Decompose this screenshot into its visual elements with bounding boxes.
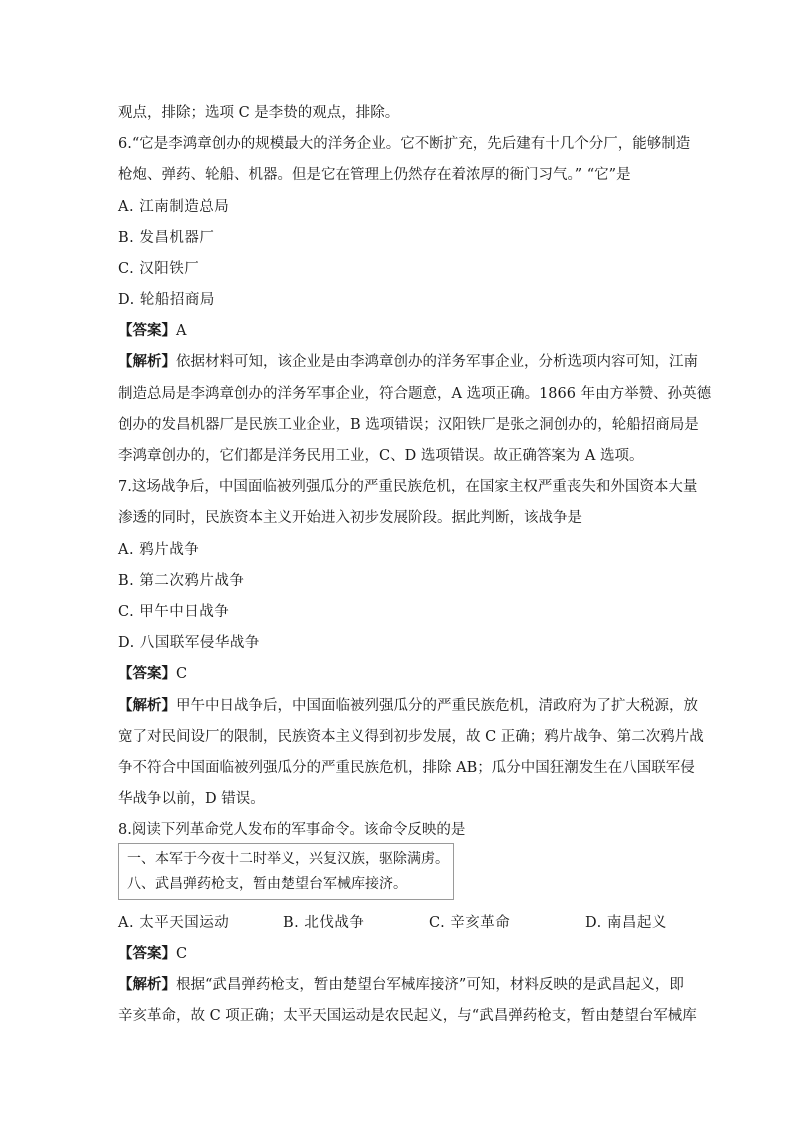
q8-stem-line-1: 8.阅读下列革命党人发布的军事命令。该命令反映的是 xyxy=(118,822,466,838)
q8-material-box xyxy=(118,843,454,900)
q8-analysis-line-2: 辛亥革命，故 C 项正确；太平天国运动是农民起义，与“武昌弹药枪支，暂由楚望台军械库 xyxy=(118,1008,697,1024)
q7-analysis-line-3: 争不符合中国面临被列强瓜分的严重民族危机，排除 AB；瓜分中国狂潮发生在八国联军侵 xyxy=(118,760,695,776)
q7-option-a: A. 鸦片战争 xyxy=(118,542,200,558)
q8-material-line-1: 一、本军于今夜十二时举义，兴复汉族，驱除满虏。 xyxy=(127,851,449,867)
q6-option-c: C. 汉阳铁厂 xyxy=(118,261,200,277)
q7-stem-line-1: 7.这场战争后，中国面临被列强瓜分的严重民族危机，在国家主权严重丧失和外国资本大量 xyxy=(118,479,698,495)
q6-option-d: D. 轮船招商局 xyxy=(118,292,215,308)
q7-analysis-line-4: 华战争以前，D 错误。 xyxy=(118,791,265,807)
q8-option-c: C. 辛亥革命 xyxy=(429,915,511,931)
q7-analysis-text-1: 甲午中日战争后，中国面临被列强瓜分的严重民族危机，清政府为了扩大税源，放 xyxy=(176,698,698,714)
q8-answer xyxy=(118,944,187,964)
q7-answer-tag: 【答案】 xyxy=(118,665,176,682)
q6-stem-line-1: 6.“它是李鸿章创办的规模最大的洋务企业。它不断扩充，先后建有十几个分厂，能够制造 xyxy=(118,136,691,152)
q6-stem-line-2: 枪炮、弹药、轮船、机器。但是它在管理上仍然存在着浓厚的衙门习气。” “它”是 xyxy=(118,167,631,183)
q6-answer xyxy=(118,321,186,341)
previous-analysis-tail: 观点，排除；选项 C 是李贽的观点，排除。 xyxy=(118,105,400,121)
q7-analysis-tag: 【解析】 xyxy=(118,697,176,714)
q8-material-line-2: 八、武昌弹药枪支，暂由楚望台军械库接济。 xyxy=(127,876,407,892)
q6-analysis-line-4: 李鸿章创办的，它们都是洋务民用工业，C、D 选项错误。故正确答案为 A 选项。 xyxy=(118,448,644,464)
q7-stem-line-2: 渗透的同时，民族资本主义开始进入初步发展阶段。据此判断，该战争是 xyxy=(118,510,582,526)
q6-analysis-text-1: 依据材料可知，该企业是由李鸿章创办的洋务军事企业，分析选项内容可知，江南 xyxy=(176,354,698,370)
q6-analysis-line-2: 制造总局是李鸿章创办的洋务军事企业，符合题意，A 选项正确。1866 年由方举赞、孙英德 xyxy=(118,386,712,402)
q7-option-b: B. 第二次鸦片战争 xyxy=(118,573,245,589)
q8-answer-value: C xyxy=(176,946,188,962)
q8-option-d: D. 南昌起义 xyxy=(585,915,667,931)
q6-analysis-line-1 xyxy=(118,352,698,372)
q8-analysis-line-1 xyxy=(118,975,684,995)
q7-option-c: C. 甲午中日战争 xyxy=(118,604,230,620)
q6-option-b: B. 发昌机器厂 xyxy=(118,230,215,246)
q7-answer-value: C xyxy=(176,666,188,682)
q6-option-a: A. 江南制造总局 xyxy=(118,199,230,215)
q8-option-a: A. 太平天国运动 xyxy=(118,915,230,931)
q7-answer xyxy=(118,664,187,684)
q7-analysis-line-2: 宽了对民间设厂的限制，民族资本主义得到初步发展，故 C 正确；鸦片战争、第二次鸦片战 xyxy=(118,729,704,745)
q8-answer-tag: 【答案】 xyxy=(118,945,176,962)
q6-answer-value: A xyxy=(176,323,187,339)
q6-analysis-tag: 【解析】 xyxy=(118,353,176,370)
q8-analysis-tag: 【解析】 xyxy=(118,976,176,993)
q7-analysis-line-1 xyxy=(118,696,698,716)
q7-option-d: D. 八国联军侵华战争 xyxy=(118,635,260,651)
q6-analysis-line-3: 创办的发昌机器厂是民族工业企业，B 选项错误；汉阳铁厂是张之洞创办的，轮船招商局是 xyxy=(118,417,699,433)
q8-analysis-text-1: 根据“武昌弹药枪支，暂由楚望台军械库接济”可知，材料反映的是武昌起义，即 xyxy=(176,977,684,993)
q8-option-b: B. 北伐战争 xyxy=(283,915,365,931)
q6-answer-tag: 【答案】 xyxy=(118,322,176,339)
